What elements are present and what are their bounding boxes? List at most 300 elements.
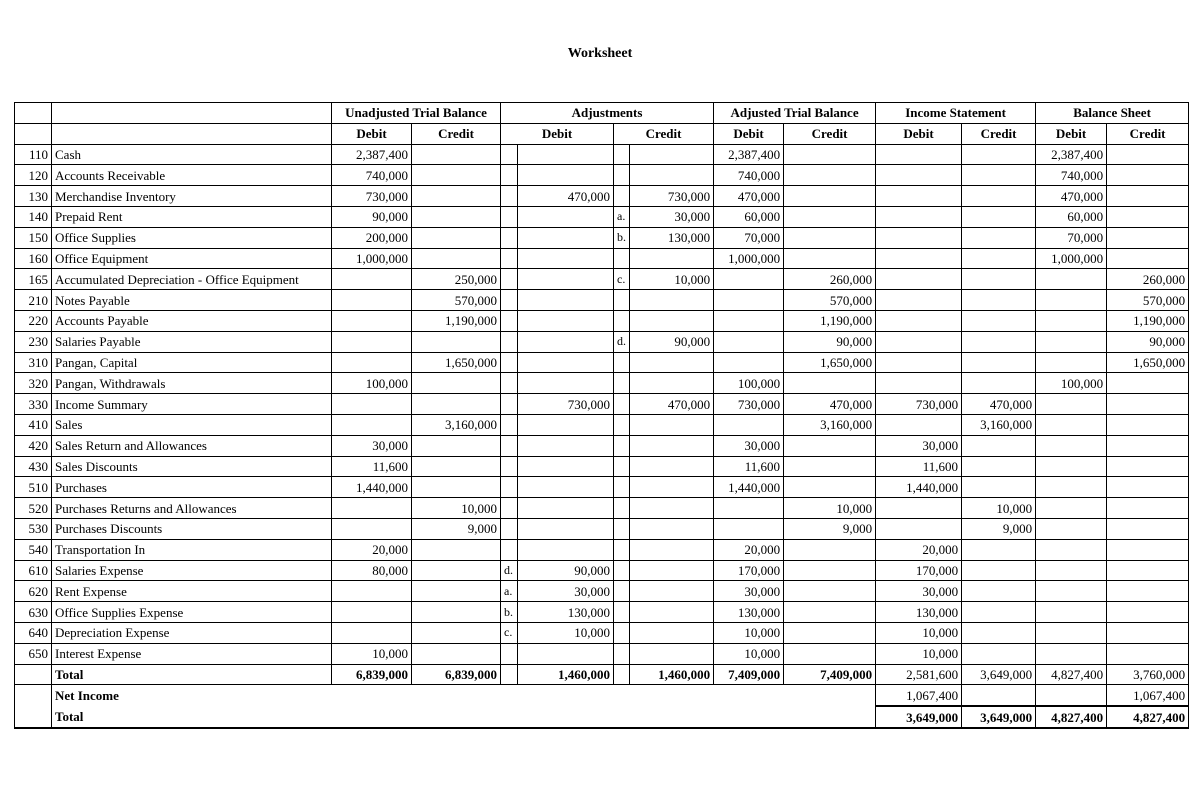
atb-credit: 90,000 xyxy=(784,331,876,352)
bs-debit xyxy=(1036,518,1107,539)
table-row xyxy=(15,227,1189,248)
bs-debit: 740,000 xyxy=(1036,165,1107,186)
utb-debit: 90,000 xyxy=(332,206,412,227)
atb-credit: 470,000 xyxy=(784,394,876,415)
bs-debit xyxy=(1036,435,1107,456)
header-blank xyxy=(15,103,52,124)
adj-debit-ref xyxy=(501,643,518,664)
account-number xyxy=(15,685,52,706)
bs-debit: 2,387,400 xyxy=(1036,144,1107,165)
header-debit: Debit xyxy=(1036,123,1107,144)
is-credit-grand-total: 3,649,000 xyxy=(962,706,1036,728)
is-debit xyxy=(876,227,962,248)
is-debit xyxy=(876,352,962,373)
utb-credit: 9,000 xyxy=(412,518,501,539)
adj-credit: 90,000 xyxy=(630,331,714,352)
account-name: Cash xyxy=(52,144,332,165)
is-credit: 9,000 xyxy=(962,518,1036,539)
adj-debit xyxy=(518,227,614,248)
adj-credit xyxy=(630,144,714,165)
bs-credit: 1,650,000 xyxy=(1107,352,1189,373)
utb-credit xyxy=(412,144,501,165)
account-number: 620 xyxy=(15,581,52,602)
adj-debit-ref xyxy=(501,456,518,477)
is-credit xyxy=(962,206,1036,227)
bs-debit xyxy=(1036,498,1107,519)
utb-credit xyxy=(412,602,501,623)
atb-credit xyxy=(784,477,876,498)
adj-credit: 30,000 xyxy=(630,206,714,227)
adj-credit-ref xyxy=(614,518,630,539)
adj-debit xyxy=(518,206,614,227)
utb-debit xyxy=(332,602,412,623)
table-row xyxy=(15,248,1189,269)
atb-debit: 60,000 xyxy=(714,206,784,227)
bs-debit-total: 4,827,400 xyxy=(1036,664,1107,685)
header-debit: Debit xyxy=(501,123,614,144)
atb-debit xyxy=(714,290,784,311)
table-row xyxy=(15,144,1189,165)
adj-credit: 10,000 xyxy=(630,269,714,290)
adj-credit xyxy=(630,622,714,643)
utb-credit xyxy=(412,248,501,269)
adj-credit: 470,000 xyxy=(630,394,714,415)
adj-credit-ref xyxy=(614,560,630,581)
utb-debit: 1,000,000 xyxy=(332,248,412,269)
adj-debit: 730,000 xyxy=(518,394,614,415)
account-name: Sales Return and Allowances xyxy=(52,435,332,456)
table-row xyxy=(15,539,1189,560)
is-debit xyxy=(876,373,962,394)
bs-net-income: 1,067,400 xyxy=(1107,685,1189,706)
bs-credit xyxy=(1107,414,1189,435)
table-row xyxy=(15,165,1189,186)
atb-debit: 30,000 xyxy=(714,581,784,602)
is-credit xyxy=(962,477,1036,498)
atb-credit: 3,160,000 xyxy=(784,414,876,435)
atb-debit: 1,440,000 xyxy=(714,477,784,498)
is-credit xyxy=(962,581,1036,602)
account-number: 540 xyxy=(15,539,52,560)
utb-debit xyxy=(332,310,412,331)
account-name: Depreciation Expense xyxy=(52,622,332,643)
utb-debit: 11,600 xyxy=(332,456,412,477)
atb-debit: 1,000,000 xyxy=(714,248,784,269)
adj-debit xyxy=(518,331,614,352)
bs-debit: 1,000,000 xyxy=(1036,248,1107,269)
adj-credit-ref xyxy=(614,643,630,664)
adj-credit xyxy=(630,290,714,311)
table-row xyxy=(15,643,1189,664)
table-row xyxy=(15,435,1189,456)
adj-credit-ref xyxy=(614,414,630,435)
account-number: 120 xyxy=(15,165,52,186)
adj-credit-ref xyxy=(614,435,630,456)
table-row xyxy=(15,373,1189,394)
adj-debit-ref xyxy=(501,498,518,519)
account-name: Accumulated Depreciation - Office Equipment xyxy=(52,269,332,290)
adj-debit-ref xyxy=(501,144,518,165)
header-unadjusted-trial-balance: Unadjusted Trial Balance xyxy=(332,103,501,124)
bs-debit xyxy=(1036,414,1107,435)
atb-credit: 9,000 xyxy=(784,518,876,539)
atb-debit xyxy=(714,352,784,373)
table-row xyxy=(15,394,1189,415)
atb-credit xyxy=(784,227,876,248)
is-debit xyxy=(876,518,962,539)
adj-credit: 130,000 xyxy=(630,227,714,248)
header-adjusted-trial-balance: Adjusted Trial Balance xyxy=(714,103,876,124)
atb-credit xyxy=(784,186,876,207)
table-row xyxy=(15,310,1189,331)
adj-credit-ref: d. xyxy=(614,331,630,352)
is-debit: 10,000 xyxy=(876,643,962,664)
account-name: Purchases xyxy=(52,477,332,498)
is-debit xyxy=(876,290,962,311)
adj-debit-ref xyxy=(501,227,518,248)
atb-credit xyxy=(784,435,876,456)
table-row xyxy=(15,560,1189,581)
header-credit: Credit xyxy=(412,123,501,144)
is-credit xyxy=(962,144,1036,165)
adj-debit xyxy=(518,435,614,456)
adj-debit: 10,000 xyxy=(518,622,614,643)
header-debit: Debit xyxy=(876,123,962,144)
table-row xyxy=(15,477,1189,498)
account-name: Purchases Returns and Allowances xyxy=(52,498,332,519)
utb-debit xyxy=(332,498,412,519)
atb-credit xyxy=(784,560,876,581)
utb-debit xyxy=(332,269,412,290)
adj-debit-ref xyxy=(501,373,518,394)
utb-debit xyxy=(332,622,412,643)
is-credit: 3,160,000 xyxy=(962,414,1036,435)
adj-debit-ref: a. xyxy=(501,581,518,602)
blank-area xyxy=(332,685,876,706)
adj-credit-ref xyxy=(614,664,630,685)
bs-credit xyxy=(1107,622,1189,643)
atb-debit: 470,000 xyxy=(714,186,784,207)
account-number: 530 xyxy=(15,518,52,539)
table-row xyxy=(15,414,1189,435)
utb-credit xyxy=(412,581,501,602)
adj-credit-total: 1,460,000 xyxy=(630,664,714,685)
page-title: Worksheet xyxy=(567,46,633,61)
is-credit xyxy=(962,352,1036,373)
account-number: 410 xyxy=(15,414,52,435)
utb-credit: 1,650,000 xyxy=(412,352,501,373)
adj-credit xyxy=(630,165,714,186)
atb-debit: 730,000 xyxy=(714,394,784,415)
utb-debit xyxy=(332,414,412,435)
worksheet-table xyxy=(14,102,1189,729)
atb-debit xyxy=(714,310,784,331)
account-name: Office Supplies Expense xyxy=(52,602,332,623)
table-row xyxy=(15,498,1189,519)
adj-debit-ref xyxy=(501,206,518,227)
utb-debit: 80,000 xyxy=(332,560,412,581)
account-name: Interest Expense xyxy=(52,643,332,664)
account-number: 420 xyxy=(15,435,52,456)
bs-credit-grand-total: 4,827,400 xyxy=(1107,706,1189,728)
account-number: 430 xyxy=(15,456,52,477)
atb-debit: 20,000 xyxy=(714,539,784,560)
bs-debit xyxy=(1036,539,1107,560)
header-group-row xyxy=(15,103,1189,124)
is-credit xyxy=(962,269,1036,290)
account-number: 110 xyxy=(15,144,52,165)
table-row xyxy=(15,518,1189,539)
atb-credit xyxy=(784,643,876,664)
is-credit xyxy=(962,186,1036,207)
atb-debit: 740,000 xyxy=(714,165,784,186)
is-credit xyxy=(962,290,1036,311)
account-number: 650 xyxy=(15,643,52,664)
utb-credit xyxy=(412,206,501,227)
utb-debit: 2,387,400 xyxy=(332,144,412,165)
adj-credit-ref xyxy=(614,498,630,519)
adj-credit xyxy=(630,560,714,581)
account-number: 630 xyxy=(15,602,52,623)
is-debit: 20,000 xyxy=(876,539,962,560)
is-debit: 170,000 xyxy=(876,560,962,581)
adj-debit xyxy=(518,144,614,165)
bs-debit: 60,000 xyxy=(1036,206,1107,227)
is-debit xyxy=(876,165,962,186)
adj-debit xyxy=(518,414,614,435)
adj-debit-ref: d. xyxy=(501,560,518,581)
atb-debit: 2,387,400 xyxy=(714,144,784,165)
utb-credit: 250,000 xyxy=(412,269,501,290)
atb-credit: 1,650,000 xyxy=(784,352,876,373)
bs-credit: 90,000 xyxy=(1107,331,1189,352)
account-name: Salaries Expense xyxy=(52,560,332,581)
header-blank xyxy=(52,123,332,144)
utb-credit xyxy=(412,477,501,498)
bs-debit xyxy=(1036,622,1107,643)
utb-credit xyxy=(412,186,501,207)
adj-credit xyxy=(630,643,714,664)
adj-credit-ref xyxy=(614,477,630,498)
header-adjustments: Adjustments xyxy=(501,103,714,124)
adj-debit-ref xyxy=(501,310,518,331)
utb-debit xyxy=(332,290,412,311)
grand-total-row xyxy=(15,706,1189,728)
bs-credit xyxy=(1107,456,1189,477)
bs-debit xyxy=(1036,310,1107,331)
utb-debit: 30,000 xyxy=(332,435,412,456)
account-number: 310 xyxy=(15,352,52,373)
bs-credit xyxy=(1107,643,1189,664)
adj-credit-ref xyxy=(614,186,630,207)
bs-credit: 1,190,000 xyxy=(1107,310,1189,331)
adj-debit-ref xyxy=(501,331,518,352)
is-credit xyxy=(962,622,1036,643)
adj-credit-ref: c. xyxy=(614,269,630,290)
is-credit xyxy=(962,643,1036,664)
adj-credit xyxy=(630,456,714,477)
adj-credit-ref xyxy=(614,144,630,165)
adj-debit xyxy=(518,518,614,539)
bs-debit: 100,000 xyxy=(1036,373,1107,394)
account-number: 510 xyxy=(15,477,52,498)
atb-debit xyxy=(714,498,784,519)
account-number: 150 xyxy=(15,227,52,248)
atb-credit xyxy=(784,539,876,560)
table-row xyxy=(15,456,1189,477)
is-debit: 30,000 xyxy=(876,435,962,456)
utb-credit xyxy=(412,456,501,477)
account-number: 140 xyxy=(15,206,52,227)
adj-credit-ref xyxy=(614,290,630,311)
adj-credit xyxy=(630,581,714,602)
atb-credit xyxy=(784,622,876,643)
adj-credit xyxy=(630,310,714,331)
utb-credit xyxy=(412,394,501,415)
is-credit xyxy=(962,248,1036,269)
utb-debit: 10,000 xyxy=(332,643,412,664)
bs-credit xyxy=(1107,435,1189,456)
adj-credit-ref xyxy=(614,165,630,186)
is-debit xyxy=(876,186,962,207)
utb-debit xyxy=(332,518,412,539)
adj-debit xyxy=(518,539,614,560)
utb-credit-total: 6,839,000 xyxy=(412,664,501,685)
bs-debit xyxy=(1036,643,1107,664)
table-row xyxy=(15,186,1189,207)
utb-credit xyxy=(412,539,501,560)
adj-debit-ref xyxy=(501,477,518,498)
adj-credit: 730,000 xyxy=(630,186,714,207)
bs-credit xyxy=(1107,394,1189,415)
atb-credit: 570,000 xyxy=(784,290,876,311)
adj-debit xyxy=(518,165,614,186)
utb-debit: 200,000 xyxy=(332,227,412,248)
adj-debit: 470,000 xyxy=(518,186,614,207)
account-name: Income Summary xyxy=(52,394,332,415)
bs-debit: 470,000 xyxy=(1036,186,1107,207)
table-row xyxy=(15,602,1189,623)
utb-debit xyxy=(332,394,412,415)
utb-credit xyxy=(412,331,501,352)
bs-debit xyxy=(1036,477,1107,498)
is-credit xyxy=(962,435,1036,456)
adj-debit xyxy=(518,290,614,311)
atb-debit xyxy=(714,331,784,352)
bs-debit-grand-total: 4,827,400 xyxy=(1036,706,1107,728)
bs-credit xyxy=(1107,560,1189,581)
is-debit-total: 2,581,600 xyxy=(876,664,962,685)
is-net-income: 1,067,400 xyxy=(876,685,962,706)
utb-debit xyxy=(332,581,412,602)
account-name: Office Supplies xyxy=(52,227,332,248)
is-debit xyxy=(876,498,962,519)
table-row xyxy=(15,581,1189,602)
adj-debit-ref: b. xyxy=(501,602,518,623)
bs-credit: 260,000 xyxy=(1107,269,1189,290)
header-blank xyxy=(52,103,332,124)
is-debit xyxy=(876,248,962,269)
account-number: 160 xyxy=(15,248,52,269)
bs-credit xyxy=(1107,498,1189,519)
bs-credit xyxy=(1107,186,1189,207)
account-name: Office Equipment xyxy=(52,248,332,269)
account-name: Pangan, Capital xyxy=(52,352,332,373)
bs-debit xyxy=(1036,581,1107,602)
adj-debit xyxy=(518,248,614,269)
bs-debit xyxy=(1036,456,1107,477)
account-number: 165 xyxy=(15,269,52,290)
account-name: Merchandise Inventory xyxy=(52,186,332,207)
bs-debit xyxy=(1036,602,1107,623)
adj-debit xyxy=(518,269,614,290)
account-name: Salaries Payable xyxy=(52,331,332,352)
adj-credit xyxy=(630,477,714,498)
atb-debit: 30,000 xyxy=(714,435,784,456)
adj-credit xyxy=(630,248,714,269)
bs-credit-total: 3,760,000 xyxy=(1107,664,1189,685)
adj-credit-ref: b. xyxy=(614,227,630,248)
header-debit-credit-row xyxy=(15,123,1189,144)
is-credit: 470,000 xyxy=(962,394,1036,415)
adj-debit-total: 1,460,000 xyxy=(518,664,614,685)
atb-debit: 70,000 xyxy=(714,227,784,248)
is-credit xyxy=(962,227,1036,248)
is-debit-grand-total: 3,649,000 xyxy=(876,706,962,728)
atb-credit xyxy=(784,373,876,394)
atb-debit: 100,000 xyxy=(714,373,784,394)
is-credit xyxy=(962,539,1036,560)
atb-credit xyxy=(784,206,876,227)
is-credit xyxy=(962,331,1036,352)
adj-credit-ref xyxy=(614,394,630,415)
utb-credit xyxy=(412,643,501,664)
adj-debit: 90,000 xyxy=(518,560,614,581)
adj-credit xyxy=(630,352,714,373)
utb-credit: 3,160,000 xyxy=(412,414,501,435)
bs-debit xyxy=(1036,269,1107,290)
adj-credit xyxy=(630,435,714,456)
header-balance-sheet: Balance Sheet xyxy=(1036,103,1189,124)
utb-debit: 100,000 xyxy=(332,373,412,394)
header-debit: Debit xyxy=(332,123,412,144)
account-number: 330 xyxy=(15,394,52,415)
bs-debit: 70,000 xyxy=(1036,227,1107,248)
table-row xyxy=(15,352,1189,373)
is-credit xyxy=(962,456,1036,477)
bs-debit xyxy=(1036,331,1107,352)
atb-credit: 10,000 xyxy=(784,498,876,519)
adj-debit-ref xyxy=(501,248,518,269)
atb-debit xyxy=(714,269,784,290)
utb-credit: 570,000 xyxy=(412,290,501,311)
utb-credit xyxy=(412,435,501,456)
utb-debit: 740,000 xyxy=(332,165,412,186)
is-credit-total: 3,649,000 xyxy=(962,664,1036,685)
bs-credit xyxy=(1107,539,1189,560)
atb-debit: 11,600 xyxy=(714,456,784,477)
adj-credit xyxy=(630,602,714,623)
adj-debit-ref xyxy=(501,435,518,456)
bs-credit xyxy=(1107,227,1189,248)
atb-credit xyxy=(784,248,876,269)
utb-credit xyxy=(412,165,501,186)
bs-credit xyxy=(1107,144,1189,165)
is-debit: 10,000 xyxy=(876,622,962,643)
account-name: Prepaid Rent xyxy=(52,206,332,227)
adj-debit-ref xyxy=(501,518,518,539)
account-number: 230 xyxy=(15,331,52,352)
